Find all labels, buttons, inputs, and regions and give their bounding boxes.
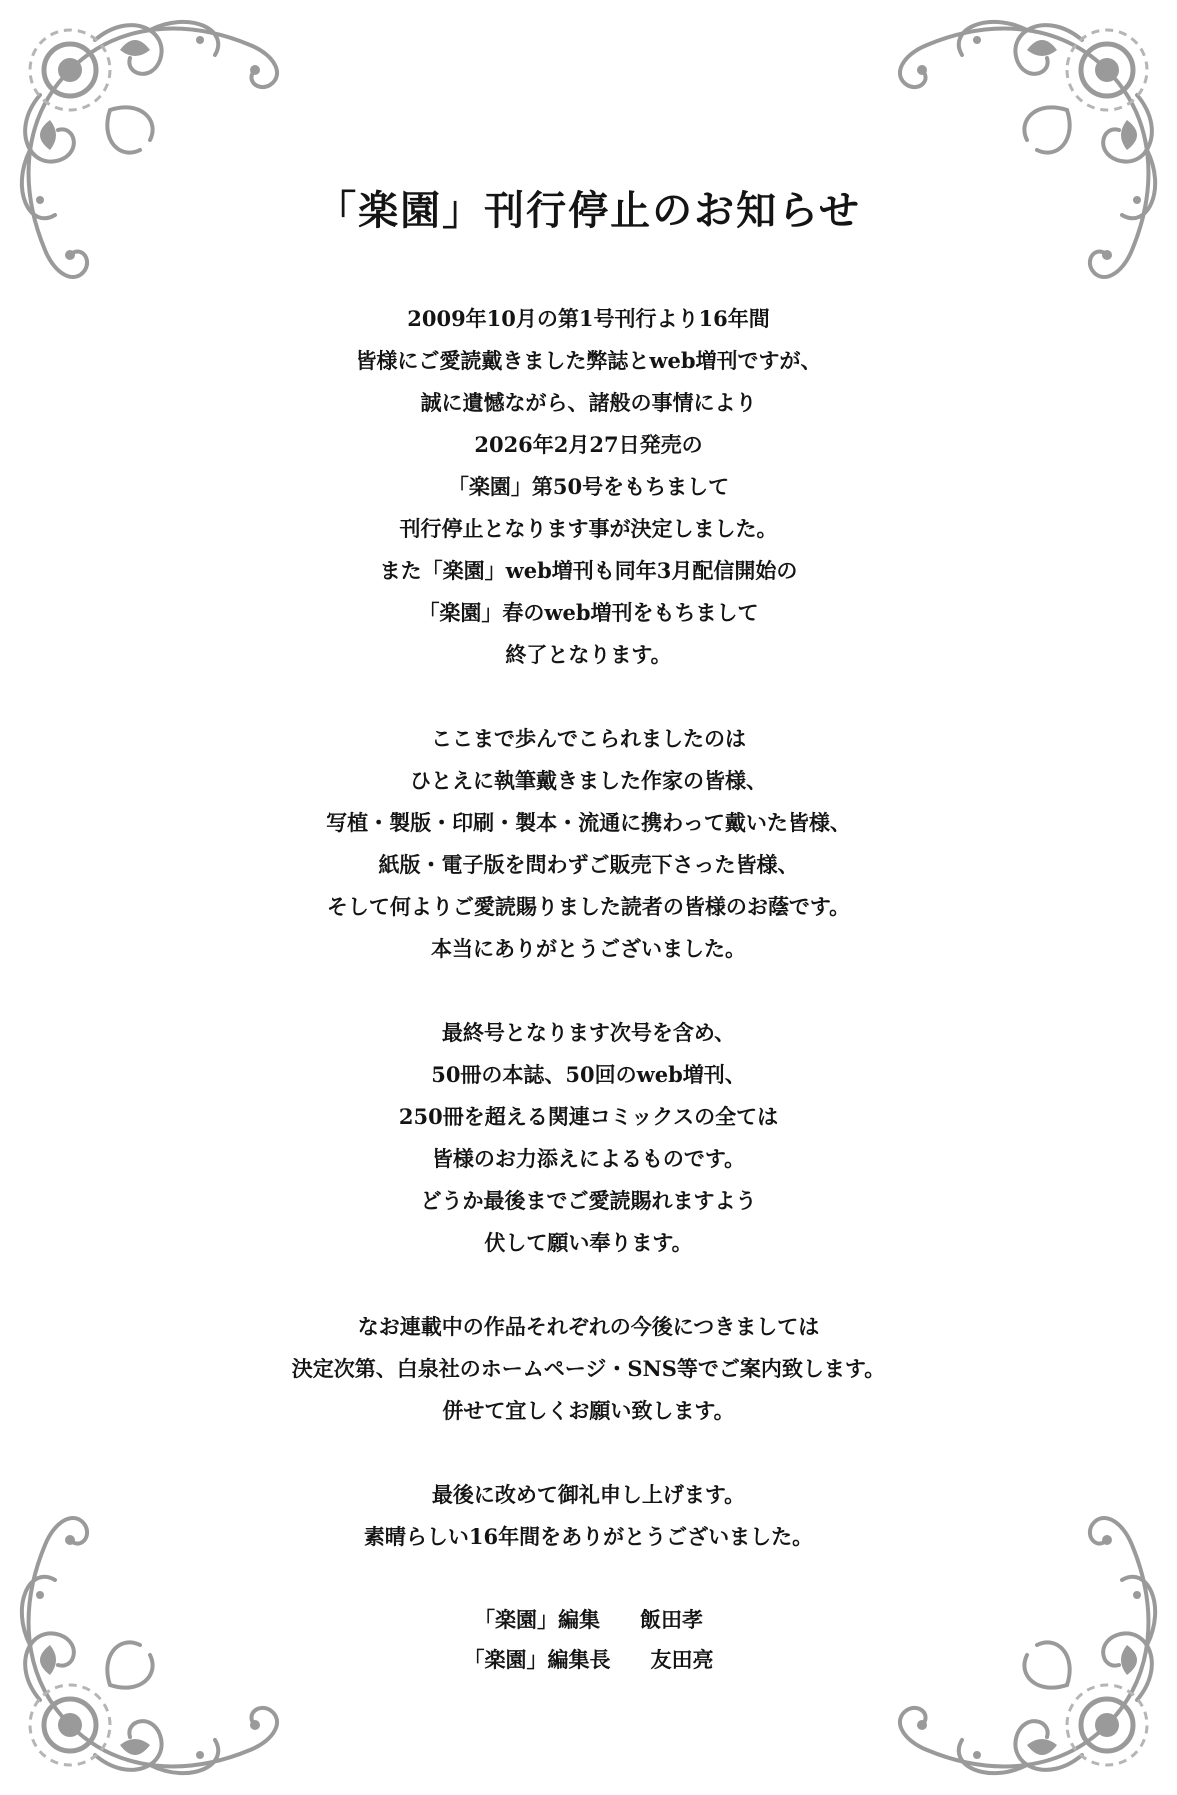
paragraph-closing [0,1474,1177,1558]
text-line: 写植・製版・印刷・製本・流通に携わって戴いた皆様、 [326,810,851,835]
text-line: また「楽園」web増刊も同年3月配信開始の [379,558,798,583]
text-line: 刊行停止となります事が決定しました。 [399,516,778,541]
text-line: 「楽園」春のweb増刊をもちまして [418,600,759,625]
text-line: 本当にありがとうございました。 [431,936,746,961]
page-title: 「楽園」刊行停止のお知らせ [316,186,861,234]
notice-body [0,298,1177,1680]
text-line: 皆様にご愛読戴きました弊誌とweb増刊ですが、 [355,348,822,373]
text-line: 2009年10月の第1号刊行より16年間 [407,306,770,331]
text-line: 終了となります。 [505,642,672,667]
text-line: 最終号となります次号を含め、 [441,1020,736,1045]
text-line: どうか最後までご愛読賜れますよう [420,1188,757,1213]
signature-name: 友田亮 [650,1647,714,1672]
text-line: なお連載中の作品それぞれの今後につきましては [357,1314,820,1339]
corner-ornament-top-left [0,0,300,300]
text-line: ここまで歩んでこられましたのは [431,726,746,751]
text-line: ひとえに執筆戴きました作家の皆様、 [410,768,767,793]
signature-name: 飯田孝 [640,1607,703,1632]
text-line: 紙版・電子版を問わずご販売下さった皆様、 [378,852,799,877]
text-line: そして何よりご愛読賜りました読者の皆様のお蔭です。 [326,894,851,919]
flourish-ornament-icon [877,0,1177,300]
text-line: 伏して願い奉ります。 [484,1230,693,1255]
signature-block [0,1600,1177,1680]
text-line: 決定次第、白泉社のホームページ・SNS等でご案内致します。 [291,1356,886,1381]
text-line: 皆様のお力添えによるものです。 [431,1146,746,1171]
corner-ornament-top-right [877,0,1177,300]
paragraph-announcement [0,298,1177,676]
text-line: 併せて宜しくお願い致します。 [442,1398,735,1423]
paragraph-final-issue [0,1012,1177,1264]
text-line: 素晴らしい16年間をありがとうございました。 [363,1524,814,1549]
signature-line [0,1600,1177,1640]
text-line: 2026年2月27日発売の [474,432,703,457]
paragraph-thanks [0,718,1177,970]
signature-role: 「楽園」編集長 [463,1647,611,1672]
text-line: 「楽園」第50号をもちまして [447,474,730,499]
signature-role: 「楽園」編集 [474,1607,600,1632]
text-line: 誠に遺憾ながら、諸般の事情により [420,390,757,415]
text-line: 250冊を超える関連コミックスの全ては [398,1104,779,1129]
paragraph-serialized-works [0,1306,1177,1432]
signature-line [0,1640,1177,1680]
text-line: 50冊の本誌、50回のweb増刊、 [431,1062,746,1087]
flourish-ornament-icon [0,0,300,300]
text-line: 最後に改めて御礼申し上げます。 [431,1482,746,1507]
